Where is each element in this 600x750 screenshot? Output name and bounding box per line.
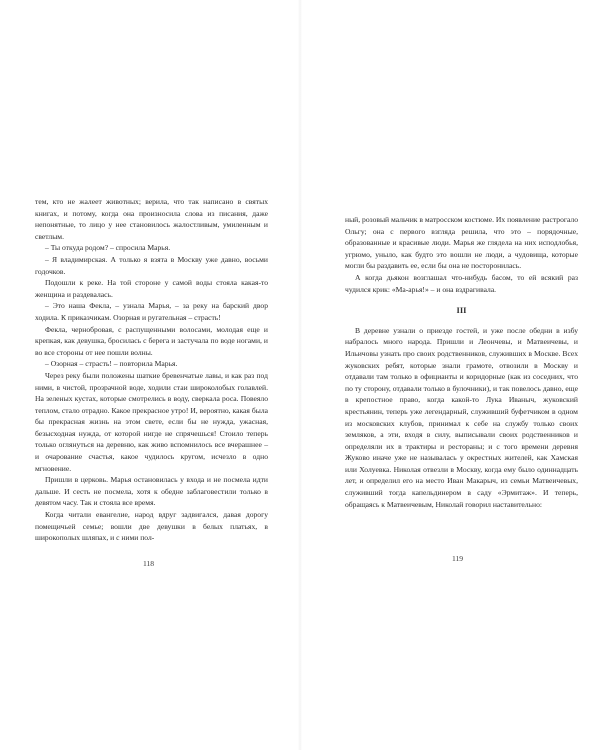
paragraph: А когда дьякон возглашал что-нибудь басом, то ей всякий раз чудился крик: «Ма-арья!» – и она вздрагивала.	[345, 272, 578, 294]
chapter-heading: III	[456, 305, 467, 316]
paragraph: Подошли к реке. На той стороне у самой воды стояла какая-то женщина и раздевалась.	[35, 278, 268, 299]
book-gutter	[298, 0, 302, 750]
page-number-right: 119	[452, 554, 464, 563]
paragraph: – Озорная – страсть! – повторила Марья.	[45, 359, 178, 369]
paragraph: Через реку были положены шаткие бревенчатые лавы, и как раз под ними, в чистой, прозрачной воде, ходили стаи широколобых голавлей. На зеленых кустах, которые смотрелись в воду, сверкала роса. Повеяло теплом, стало отрадно. Какое прекрасное утро! И, вероятно, какая была бы прекрасная жизнь на этом свете, если бы не нужда, ужасная, безысходная нужда, от которой нигде не спрячешься! Стоило теперь только оглянуться на деревню, как живо вспомнилось все вчерашнее – и очарование счастья, какое чудилось кругом, исчезло в одно мгновение.	[35, 370, 268, 473]
paragraph: В деревне узнали о приезде гостей, и уже после обедни в избу набралось много народа. Пришли и Леончевы, и Матвеичевы, и Ильичовы узнать про своих родственников, служивших в Москве. Всех жуковских ребят, которые знали грамоте, отвозили в Москву и отдавали там только в официанты и коридорные (как из соседних, что по ту сторону, отдавали только в булочники), и так повелось давно, еще в крепостное право, когда какой-то Лука Иваныч, жуковский крестьянин, теперь уже легендарный, служивший буфетчиком в одном из московских клубов, принимал к себе на службу только своих земляков, а эти, входя в силу, выписывали своих родственников и определяли их в трактиры и рестораны; и с того времени деревня Жуково иначе уже не называлась у окрестных жителей, как Хамская или Холуевка. Николая отвезли в Москву, когда ему было одиннадцать лет, и определил его на место Иван Макарыч, из семьи Матвеичевых, служивший тогда капельдинером в саду «Эрмитаж». И теперь, обращаясь к Матвеичевым, Николай говорил наставительно:	[345, 325, 578, 509]
paragraph: Пришли в церковь. Марья остановилась у входа и не посмела идти дальше. И сесть не посмела, хотя к обедне заблаговестили только в девятом часу. Так и стояла все время.	[35, 475, 268, 508]
paragraph: – Ты откуда родом? – спросила Марья.	[45, 243, 171, 253]
left-page-text	[35, 196, 268, 544]
paragraph: Фекла, чернобровая, с распущенными волосами, молодая еще и крепкая, как девушка, бросилась с берега и застучала по воде ногами, и во все стороны от нее пошли волны.	[35, 324, 268, 357]
page-number-left: 118	[143, 559, 155, 568]
right-page-text	[345, 214, 578, 510]
paragraph: ный, розовый мальчик в матросском костюме. Их появление растрогало Ольгу; она с первого взгляда решила, что это – порядочные, образованные и красивые люди. Марья же глядела на них исподлобья, угрюмо, уныло, как будто это вошли не люди, а чудовища, которые могли бы раздавить ее, если бы она не посторонилась.	[345, 215, 578, 271]
paragraph: – Я владимирская. А только я взята в Москву уже давно, восьми годочков.	[35, 254, 268, 276]
paragraph: – Это наша Фекла, – узнала Марья, – за реку на барский двор ходила. К приказчикам. Озорная и ругательная – страсть!	[35, 301, 268, 322]
paragraph: Когда читали евангелие, народ вдруг задвигался, давая дорогу помещичьей семье; вошли две девушки в белых платьях, в широкополых шляпах, и с ними пол-	[35, 510, 268, 543]
paragraph: тем, кто не жалеет животных; верила, что так написано в святых книгах, и потому, когда она произносила слова из писания, даже непонятные, то лицо у нее становилось жалостливым, умиленным и светлым.	[35, 197, 268, 241]
